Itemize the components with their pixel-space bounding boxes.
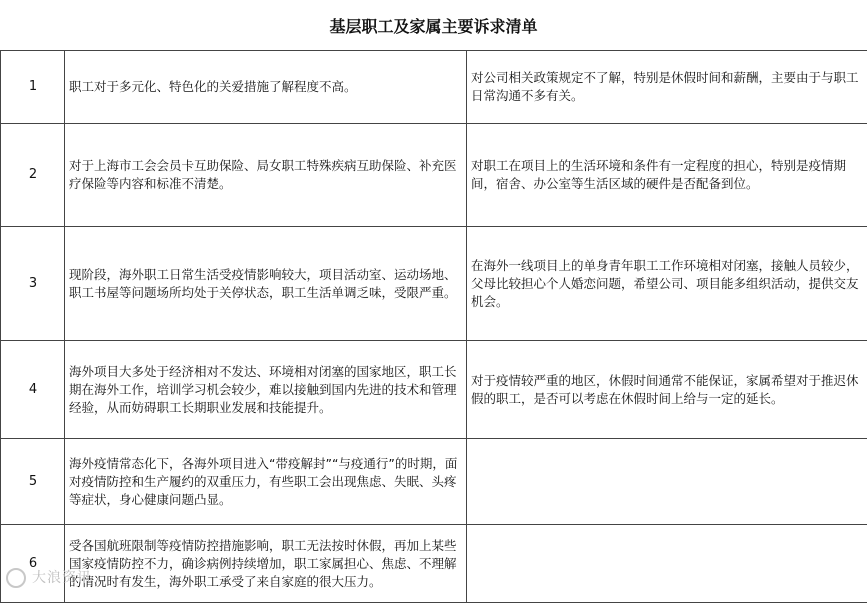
table-row [1, 51, 867, 124]
row-number: 4 [1, 341, 65, 439]
table-row [1, 124, 867, 227]
row-number: 5 [1, 439, 65, 525]
table-row [1, 341, 867, 439]
row-number: 6 [1, 525, 65, 603]
watermark-logo-icon [6, 568, 26, 588]
row-number: 2 [1, 124, 65, 227]
family-demand-cell: 对公司相关政策规定不了解，特别是休假时间和薪酬，主要由于与职工日常沟通不多有关。 [467, 51, 867, 124]
employee-demand-cell: 海外疫情常态化下，各海外项目进入“带疫解封”“与疫通行”的时期，面对疫情防控和生产履约的双重压力，有些职工会出现焦虑、失眠、头疼等症状，身心健康问题凸显。 [65, 439, 467, 525]
page-title: 基层职工及家属主要诉求清单 [0, 0, 867, 50]
employee-demand-cell: 对于上海市工会会员卡互助保险、局女职工特殊疾病互助保险、补充医疗保险等内容和标准不清楚。 [65, 124, 467, 227]
employee-demand-cell: 受各国航班限制等疫情防控措施影响，职工无法按时休假，再加上某些国家疫情防控不力，确诊病例持续增加，职工家属担心、焦虑、不理解的情况时有发生，海外职工承受了来自家庭的很大压力。 [65, 525, 467, 603]
family-demand-cell: 对于疫情较严重的地区，休假时间通常不能保证，家属希望对于推迟休假的职工，是否可以考虑在休假时间上给与一定的延长。 [467, 341, 867, 439]
watermark-text: 大浪资讯 [32, 570, 92, 586]
table-row [1, 439, 867, 525]
family-demand-cell: 在海外一线项目上的单身青年职工工作环境相对闭塞，接触人员较少，父母比较担心个人婚恋问题，希望公司、项目能多组织活动，提供交友机会。 [467, 227, 867, 341]
employee-demand-cell: 海外项目大多处于经济相对不发达、环境相对闭塞的国家地区，职工长期在海外工作，培训学习机会较少，难以接触到国内先进的技术和管理经验，从而妨碍职工长期职业发展和技能提升。 [65, 341, 467, 439]
employee-demand-cell: 职工对于多元化、特色化的关爱措施了解程度不高。 [65, 51, 467, 124]
family-demand-cell: 对职工在项目上的生活环境和条件有一定程度的担心，特别是疫情期间，宿舍、办公室等生活区域的硬件是否配备到位。 [467, 124, 867, 227]
row-number: 3 [1, 227, 65, 341]
family-demand-cell [467, 439, 867, 525]
table-row [1, 227, 867, 341]
family-demand-cell [467, 525, 867, 603]
row-number: 1 [1, 51, 65, 124]
table-row [1, 525, 867, 603]
watermark [6, 567, 92, 588]
demands-table [0, 50, 867, 603]
employee-demand-cell: 现阶段，海外职工日常生活受疫情影响较大，项目活动室、运动场地、职工书屋等问题场所均处于关停状态，职工生活单调乏味，受限严重。 [65, 227, 467, 341]
